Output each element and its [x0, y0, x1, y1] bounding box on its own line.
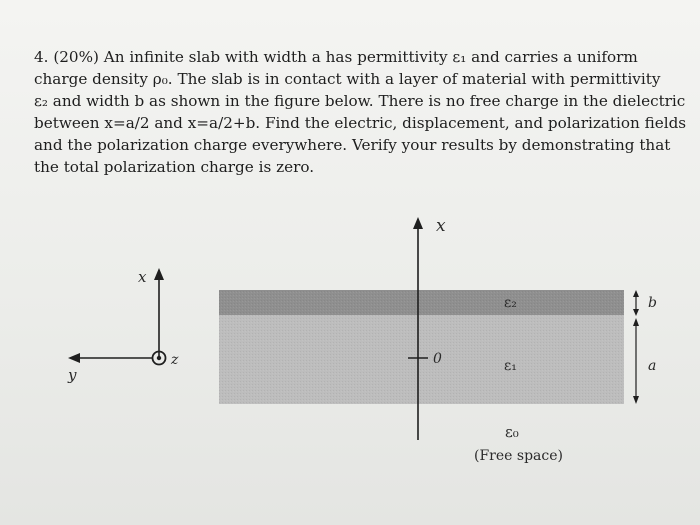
problem-line-3: ε₂ and width b as shown in the figure below. There is no free charge in the dielectric: [34, 92, 686, 110]
coord-x-arrow-icon: [154, 268, 164, 280]
dimension-a-arrow-up-icon: [633, 318, 639, 326]
problem-line-5: and the polarization charge everywhere. Verify your results by demonstrating that: [34, 136, 671, 154]
problem-line-6: the total polarization charge is zero.: [34, 158, 315, 176]
x-axis-arrow-icon: [413, 217, 423, 229]
problem-line-1: 4. (20%) An infinite slab with width a has permittivity ε₁ and carries a uniform: [34, 48, 638, 66]
dimension-b-arrow-up-icon: [633, 290, 639, 297]
coord-y-label: y: [68, 366, 77, 384]
coord-z-dot-icon: [157, 356, 161, 360]
free-space-symbol: ε₀: [505, 423, 519, 441]
free-space-caption: (Free space): [474, 448, 563, 464]
dimension-b-label: b: [648, 295, 657, 311]
dimension-a-label: a: [648, 358, 657, 374]
problem-line-2: charge density ρ₀. The slab is in contact with a layer of material with permittivity: [34, 70, 661, 88]
coord-y-arrow-icon: [68, 353, 80, 363]
layer2-label: ε₂: [504, 295, 517, 311]
axis-x-label: x: [436, 216, 446, 236]
dimension-b-arrow-down-icon: [633, 309, 639, 316]
problem-line-4: between x=a/2 and x=a/2+b. Find the electric, displacement, and polarization fields: [34, 114, 687, 132]
origin-label: 0: [433, 351, 442, 367]
coord-x-label: x: [138, 268, 147, 286]
dimension-a-arrow-down-icon: [633, 396, 639, 404]
coord-z-label: z: [171, 352, 179, 368]
slab-texture: [219, 290, 624, 404]
slab-label: ε₁: [504, 358, 517, 374]
